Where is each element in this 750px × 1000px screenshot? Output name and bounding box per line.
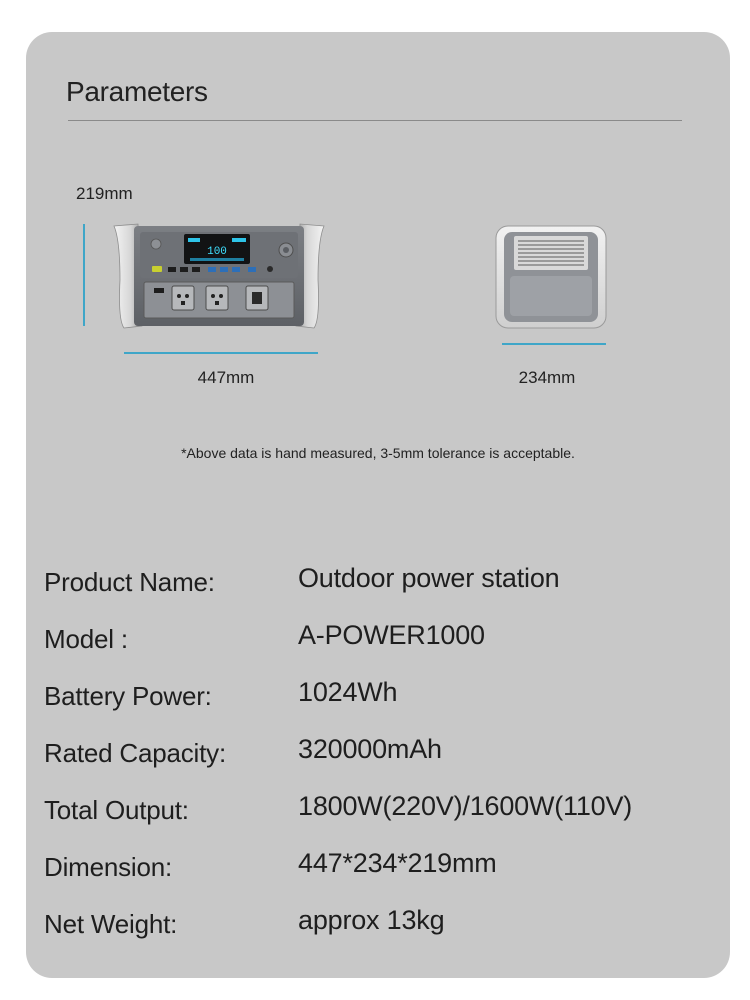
depth-dimension-line (502, 343, 606, 345)
spec-label: Model : (44, 624, 128, 654)
height-dimension-line (83, 224, 85, 326)
depth-dimension-label: 234mm (518, 368, 576, 387)
width-dimension-label: 447mm (197, 368, 255, 387)
spec-value: 447*234*219mm (298, 848, 497, 878)
spec-label: Rated Capacity: (44, 738, 226, 768)
spec-value: 1024Wh (298, 677, 398, 707)
spec-label: Total Output: (44, 795, 189, 825)
width-dimension-line (124, 352, 318, 354)
spec-label: Net Weight: (44, 909, 178, 939)
height-dimension-label: 219mm (76, 184, 133, 203)
spec-value: approx 13kg (298, 905, 445, 935)
measurement-note: *Above data is hand measured, 3-5mm tolerance is acceptable. (181, 445, 575, 461)
spec-row-battery-power (44, 677, 714, 721)
lcd-readout: 100 (207, 246, 227, 258)
spec-row-rated-capacity (44, 734, 714, 778)
spec-value: 320000mAh (298, 734, 442, 764)
spec-label: Battery Power: (44, 681, 212, 711)
spec-value: Outdoor power station (298, 563, 560, 593)
spec-value: A-POWER1000 (298, 620, 485, 650)
spec-value: 1800W(220V)/1600W(110V) (298, 791, 633, 821)
parameters-card (26, 32, 730, 978)
power-station-side-image (494, 222, 608, 335)
spec-label: Dimension: (44, 852, 173, 882)
title-divider (68, 120, 682, 121)
spec-row-model (44, 620, 714, 664)
spec-row-dimension (44, 848, 714, 892)
spec-row-product-name (44, 563, 714, 607)
section-title: Parameters (66, 76, 208, 107)
spec-row-total-output (44, 791, 714, 835)
spec-row-net-weight (44, 905, 714, 949)
spec-label: Product Name: (44, 567, 215, 597)
power-station-front-image (112, 220, 326, 337)
